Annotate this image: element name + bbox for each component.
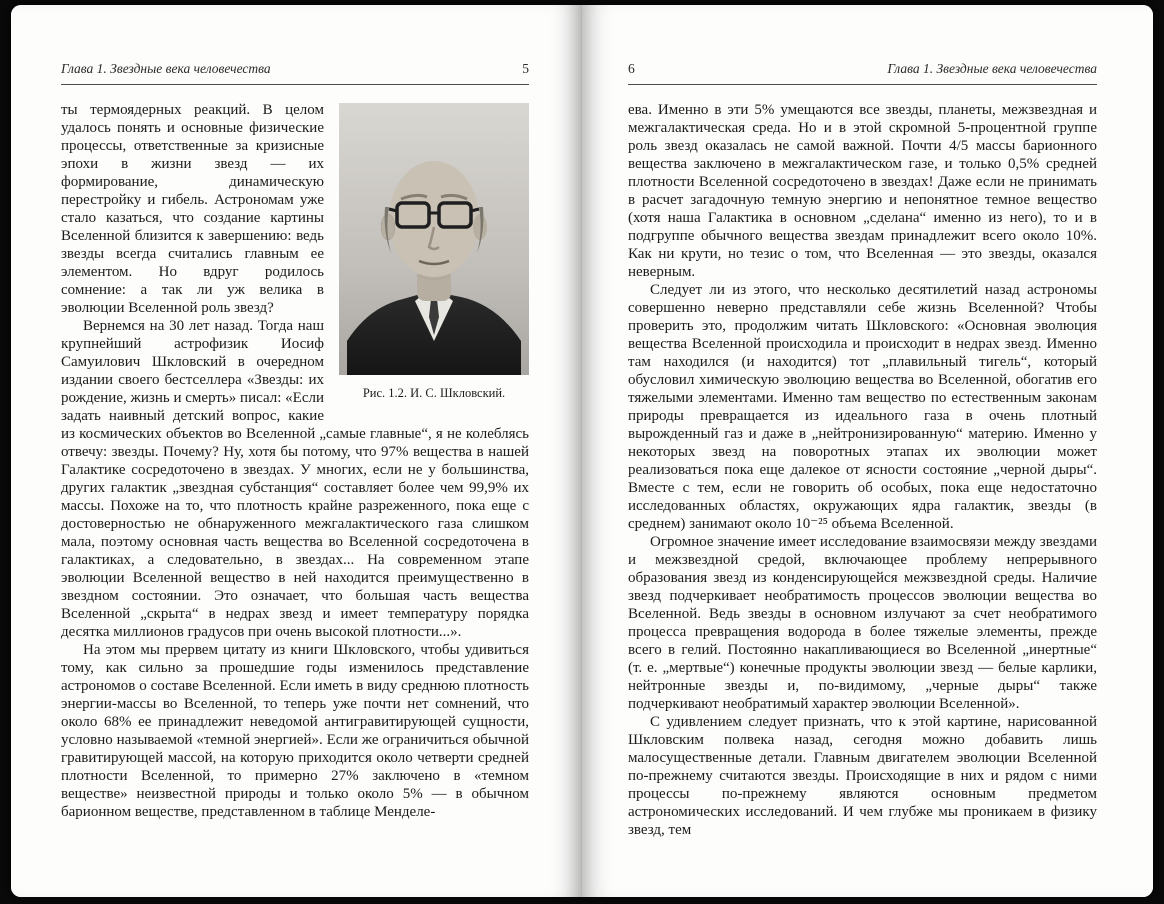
figure-caption: Рис. 1.2. И. С. Шкловский.: [362, 386, 506, 400]
page-left: [11, 5, 582, 897]
page-header-right: [628, 61, 1097, 85]
paragraph: Следует ли из этого, что несколько десятилетий назад астрономы совершенно неверно представляли себе жизнь Вселенной? Чтобы проверить это, продолжим читать Шкловского: «Основная эволюция вещества Вселенной происходила и происходит в недрах звезд. Именно там находился (и находится) тот „плавильный тигель“, который обусловил химическую эволюцию вещества во Вселенной, обогатив его тяжелыми элементами. Именно там вещество по естественным законам природы превращается из идеального газа в очень плотный вырожденный газ и даже в „нейтронизированную“ материю. Именно у некоторых звезд на поворотных этапах их эволюции может реализоваться пока еще далекое от ясности состояние „черной дыры“. Вместе с тем, если не говорить об особых, пока еще недостаточно исследованных областях, окружающих ядра галактик, звезды (в среднем) занимают около 10⁻²⁵ объема Вселенной.: [628, 282, 1097, 532]
body-text-right: [628, 101, 1097, 839]
paragraph: С удивлением следует признать, что к этой картине, нарисованной Шкловским полвека назад, сегодня можно добавить лишь малосущественные детали. Главным двигателем эволюции Вселенной по-прежнему считаются звезды. Происходящие в них и рядом с ними процессы по-прежнему являются основным предметом астрономических исследований. И чем глубже мы проникаем в физику звезд, тем: [628, 714, 1097, 838]
page-number: 5: [522, 61, 529, 76]
page-header-left: [61, 61, 529, 85]
paragraph: На этом мы прервем цитату из книги Шкловского, чтобы удивиться тому, как сильно за прошедшие годы изменилось представление астрономов о составе Вселенной. Если иметь в виду среднюю плотность энергии-массы во Вселенной, то теперь уже почти нет сомнений, что около 68% ее принадлежит неведомой антигравитирующей сущности, условно называемой «темной энергией». Если же ограничиться обычной гравитирующей массой, на которую приходится около четверти средней плотности Вселенной, то примерно 27% заключено в «темном веществе» неизвестной природы и только около 5% — в обычном барионном веществе, представленном в таблице Менделе-: [61, 642, 529, 820]
figure-shklovsky: [339, 103, 529, 402]
portrait-photo: [339, 103, 529, 375]
body-text-left: [61, 101, 529, 821]
paragraph: ты термоядерных реакций. В целом удалось понять и основные физические процессы, ответственные за кризисные эпохи в жизни звезд — их формирование, динамическую перестройку и гибель. Астрономам уже стало казаться, что создание картины Вселенной близится к завершению: ведь звезды всегда считались главным ее элементом. Но вдруг родилось сомнение: а так ли уж велика в эволюции Вселенной роль звезд?: [61, 102, 324, 316]
paragraph: Огромное значение имеет исследование взаимосвязи между звездами и межзвездной средой, включающее проблему непрерывного образования звезд из конденсирующейся межзвездной среды. Наличие звезд подчеркивает необратимость процессов эволюции вещества во Вселенной. Ведь звезды в основном излучают за счет необратимого процесса превращения водорода в более тяжелые элементы, прежде всего в гелий. Постоянно накапливающиеся во Вселенной „инертные“ (т. е. „мертвые“) конечные продукты эволюции звезд — белые карлики, нейтронные звезды и, по-видимому, „черные дыры“ также подчеркивают необратимый характер эволюции Вселенной».: [628, 534, 1097, 712]
open-book: [11, 5, 1153, 897]
paragraph: Вернемся на 30 лет назад. Тогда наш крупнейший астрофизик Иосиф Самуилович Шкловский в очередном издании своего бестселлера «Звезды: их рождение, жизнь и смерть» писал: «Если задать наивный детский вопрос, какие из космических объектов во Вселенной „самые главные“, я не колеблясь отвечу: звезды. Почему? Ну, хотя бы потому, что 97% вещества в нашей Галактике сосредоточено в звездах. У многих, если не у большинства, других галактик „звездная субстанция“ составляет более чем 99,9% их массы. Похоже на то, что плотность крайне разреженного, пока еще с достоверностью не обнаруженного межгалактического газа слишком мала, поэтому основная часть вещества во Вселенной сосредоточена в галактиках, а следовательно, в звездах... На современном этапе эволюции Вселенной вещество в ней находится преимущественно в звездном состоянии. Это означает, что большая часть вещества Вселенной „скрыта“ в недрах звезд и имеет температуру порядка десятка миллионов градусов при очень высокой плотности...».: [61, 318, 529, 640]
page-number: 6: [628, 61, 635, 76]
chapter-title: Глава 1. Звездные века человечества: [887, 61, 1097, 76]
page-right: [582, 5, 1153, 897]
chapter-title: Глава 1. Звездные века человечества: [61, 61, 271, 76]
paragraph: ева. Именно в эти 5% умещаются все звезды, планеты, межзвездная и межгалактическая среда. Но и в этой скромной 5-процентной группе роль звезд оказалась не самой важной. Почти 4/5 массы барионного вещества заключено в межгалактическом газе, и только 0,5% средней плотности Вселенной сосредоточено в звездах! Даже если не принимать в расчет загадочную темную энергию и непонятное темное вещество (хотя наша Галактика в основном „сделана“ именно из него), то и в подгруппе обычного вещества звездам принадлежит всего около 10%. Как ни крути, но тезис о том, что Вселенная — это звезды, оказался неверным.: [628, 102, 1097, 280]
